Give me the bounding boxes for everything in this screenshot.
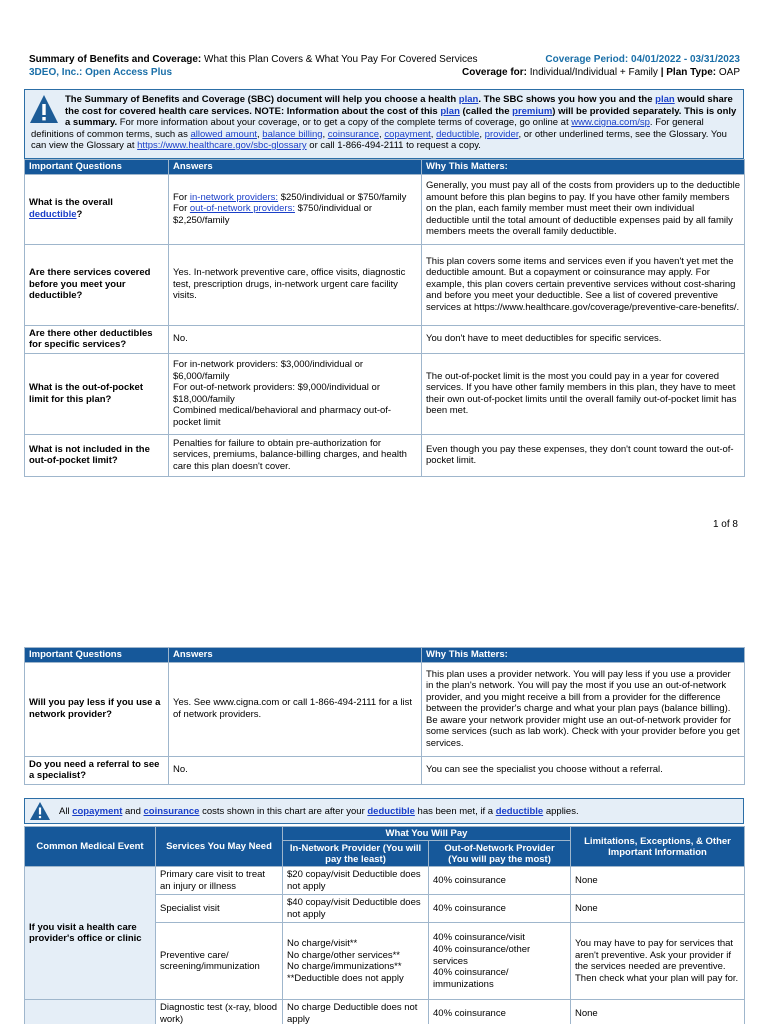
table-row	[25, 434, 745, 476]
provider-link[interactable]: provider	[484, 128, 519, 140]
service-cell: Preventive care/ screening/immunization	[156, 923, 283, 1000]
in-network-cell: No charge Deductible does not apply	[283, 1000, 429, 1024]
deductible-link[interactable]: deductible	[367, 806, 415, 817]
question-cell: What is not included in the out-of-pocket limit?	[25, 434, 169, 476]
plan-link[interactable]: plan	[655, 94, 675, 105]
answer-cell: Yes. In-network preventive care, office visits, diagnostic test, prescription drugs, in-network urgent care facility visits.	[169, 244, 422, 325]
table-row	[25, 662, 745, 756]
plan-link[interactable]: plan	[440, 105, 460, 117]
col-services: Services You May Need	[156, 827, 283, 867]
in-network-cell: $40 copay/visit Deductible does not apply	[283, 895, 429, 923]
service-cell: Specialist visit	[156, 895, 283, 923]
limitations-cell: None	[571, 867, 745, 895]
in-network-cell: No charge/visit** No charge/other services** No charge/immunizations** **Deductible does not apply	[283, 923, 429, 1000]
table-row	[25, 867, 745, 895]
col-in-network: In-Network Provider (You will pay the least)	[283, 841, 429, 867]
warning-icon	[29, 801, 51, 821]
important-questions-table	[24, 159, 744, 477]
answer-cell: For in-network providers: $3,000/individual or $6,000/family For out-of-network providers: $9,000/individual or $18,000/family Combined medical/behavioral and pharmacy out-of-pocket limit	[169, 353, 422, 434]
why-cell: You can see the specialist you choose without a referral.	[422, 756, 745, 784]
table-row	[25, 353, 745, 434]
service-cell: Diagnostic test (x-ray, blood work)	[156, 1000, 283, 1024]
network-questions-table	[24, 647, 744, 785]
question-cell: Do you need a referral to see a specialist?	[25, 756, 169, 784]
table-row	[25, 325, 745, 353]
premium-link[interactable]: premium	[512, 105, 553, 117]
limitations-cell: You may have to pay for services that aren't preventive. Ask your provider if the services needed are preventive. Then check what your plan will pay for.	[571, 923, 745, 1000]
services-table	[24, 826, 744, 1024]
in-network-providers-link[interactable]: in-network providers:	[189, 191, 279, 203]
table-row	[25, 756, 745, 784]
question-cell: Are there services covered before you meet your deductible?	[25, 244, 169, 325]
question-cell: What is the overall deductible?	[25, 174, 169, 244]
why-cell: This plan covers some items and services even if you haven't yet met the deductible amount. But a copayment or coinsurance may apply. For example, this plan covers certain preventive services without cost-sharing and before you meet your deductible. See a list of covered preventive services at https://www.healthcare.gov/coverage/preventive-care-benefits/.	[422, 244, 745, 325]
copayment-link[interactable]: copayment	[384, 128, 431, 140]
answer-cell: Yes. See www.cigna.com or call 1-866-494-2111 for a list of network providers.	[169, 662, 422, 756]
copayment-link[interactable]: copayment	[72, 806, 123, 817]
deductible-link[interactable]: deductible	[436, 128, 480, 140]
question-cell: Are there other deductibles for specific services?	[25, 325, 169, 353]
col-out-of-network: Out-of-Network Provider (You will pay the most)	[429, 841, 571, 867]
question-cell: What is the out-of-pocket limit for this plan?	[25, 353, 169, 434]
limitations-cell: None	[571, 1000, 745, 1024]
table-row	[25, 244, 745, 325]
col-why-this-matters: Why This Matters:	[422, 160, 745, 175]
deductible-link[interactable]: deductible	[29, 209, 77, 221]
out-of-network-cell: 40% coinsurance	[429, 1000, 571, 1024]
service-cell: Primary care visit to treat an injury or illness	[156, 867, 283, 895]
col-answers: Answers	[169, 648, 422, 663]
col-what-you-will-pay: What You Will Pay	[283, 827, 571, 841]
col-important-questions: Important Questions	[25, 160, 169, 175]
col-answers: Answers	[169, 160, 422, 175]
why-cell: Generally, you must pay all of the costs from providers up to the deductible amount before this plan begins to pay. If you have other family members on the plan, each family member must meet their own individual deductible until the total amount of deductible expenses paid by all family members meets the overall family deductible.	[422, 174, 745, 244]
medical-event-cell: If you visit a health care provider's office or clinic	[25, 867, 156, 1000]
col-important-questions: Important Questions	[25, 648, 169, 663]
out-of-network-cell: 40% coinsurance	[429, 895, 571, 923]
sbc-title: Summary of Benefits and Coverage: What this Plan Covers & What You Pay For Covered Services	[29, 54, 478, 65]
intro-lead: The Summary of Benefits and Coverage (SBC) document will help you choose a health plan. The SBC shows you how you and the plan would share the cost for covered health care services. NOTE: Information about the cost of this plan (called the premium) will be provided separately. This is only a summary.	[65, 94, 737, 128]
question-cell: Will you pay less if you use a network provider?	[25, 662, 169, 756]
out-of-network-providers-link[interactable]: out-of-network providers:	[189, 203, 295, 215]
limitations-cell: None	[571, 895, 745, 923]
why-cell: This plan uses a provider network. You will pay less if you use a provider in the plan's network. You will pay the most if you use an out-of-network provider, and you might receive a bill from a provider for the difference between the provider's charge and what your plan pays (balance billing). Be aware your network provider might use an out-of-network provider for some services (such as lab work). Check with your provider before you get services.	[422, 662, 745, 756]
coverage-period: Coverage Period: 04/01/2022 - 03/31/2023	[545, 54, 740, 65]
coverage-for: Coverage for: Individual/Individual + Family | Plan Type: OAP	[461, 67, 740, 78]
col-common-medical-event: Common Medical Event	[25, 827, 156, 867]
page-number: 1 of 8	[712, 519, 738, 530]
balance-billing-link[interactable]: balance billing	[262, 128, 323, 140]
deductible-note: All copayment and coinsurance costs shown in this chart are after your deductible has been met, if a deductible applies.	[24, 798, 744, 824]
glossary-link[interactable]: https://www.healthcare.gov/sbc-glossary	[137, 140, 307, 151]
col-why-this-matters: Why This Matters:	[422, 648, 745, 663]
plan-link[interactable]: plan	[458, 94, 479, 105]
out-of-network-cell: 40% coinsurance	[429, 867, 571, 895]
coinsurance-link[interactable]: coinsurance	[327, 128, 380, 140]
table-row	[25, 1000, 745, 1024]
medical-event-cell	[25, 1000, 156, 1024]
answer-cell: Penalties for failure to obtain pre-authorization for services, premiums, balance-billing charges, and health care this plan doesn't cover.	[169, 434, 422, 476]
in-network-cell: $20 copay/visit Deductible does not apply	[283, 867, 429, 895]
why-cell: Even though you pay these expenses, they don't count toward the out-of-pocket limit.	[422, 434, 745, 476]
plan-name: 3DEO, Inc.: Open Access Plus	[29, 67, 173, 78]
allowed-amount-link[interactable]: allowed amount	[190, 128, 258, 140]
why-cell: You don't have to meet deductibles for specific services.	[422, 325, 745, 353]
out-of-network-cell: 40% coinsurance/visit 40% coinsurance/other services 40% coinsurance/ immunizations	[429, 923, 571, 1000]
deductible-link[interactable]: deductible	[495, 806, 544, 817]
coinsurance-link[interactable]: coinsurance	[143, 806, 200, 817]
document-header	[29, 53, 740, 79]
answer-cell: No.	[169, 756, 422, 784]
table-row	[25, 174, 745, 244]
why-cell: The out-of-pocket limit is the most you could pay in a year for covered services. If you have other family members in this plan, they have to meet their own out-of-pocket limits until the overall family out-of-pocket limit has been met.	[422, 353, 745, 434]
answer-cell: No.	[169, 325, 422, 353]
col-limitations: Limitations, Exceptions, & Other Important Information	[571, 827, 745, 867]
intro-box: The Summary of Benefits and Coverage (SBC) document will help you choose a health plan. The SBC shows you how you and the plan would share the cost for covered health care services. NOTE: Information about the cost of this plan (called the premium) will be provided separately. This is only a summary. For more information about your coverage, or to get a copy of the complete terms of coverage, go online at www.cigna.com/sp. For general definitions of common terms, such as allowed amount, balance billing, coinsurance, copayment, deductible, provider, or other underlined terms, see the Glossary. You can view the Glossary at https://www.healthcare.gov/sbc-glossary or call 1-866-494-2111 to request a copy.	[24, 89, 744, 159]
answer-cell: For in-network providers: $250/individual or $750/family For out-of-network providers: $750/individual or $2,250/family	[169, 174, 422, 244]
warning-icon	[29, 94, 59, 126]
cigna-sp-link[interactable]: www.cigna.com/sp	[571, 117, 650, 128]
